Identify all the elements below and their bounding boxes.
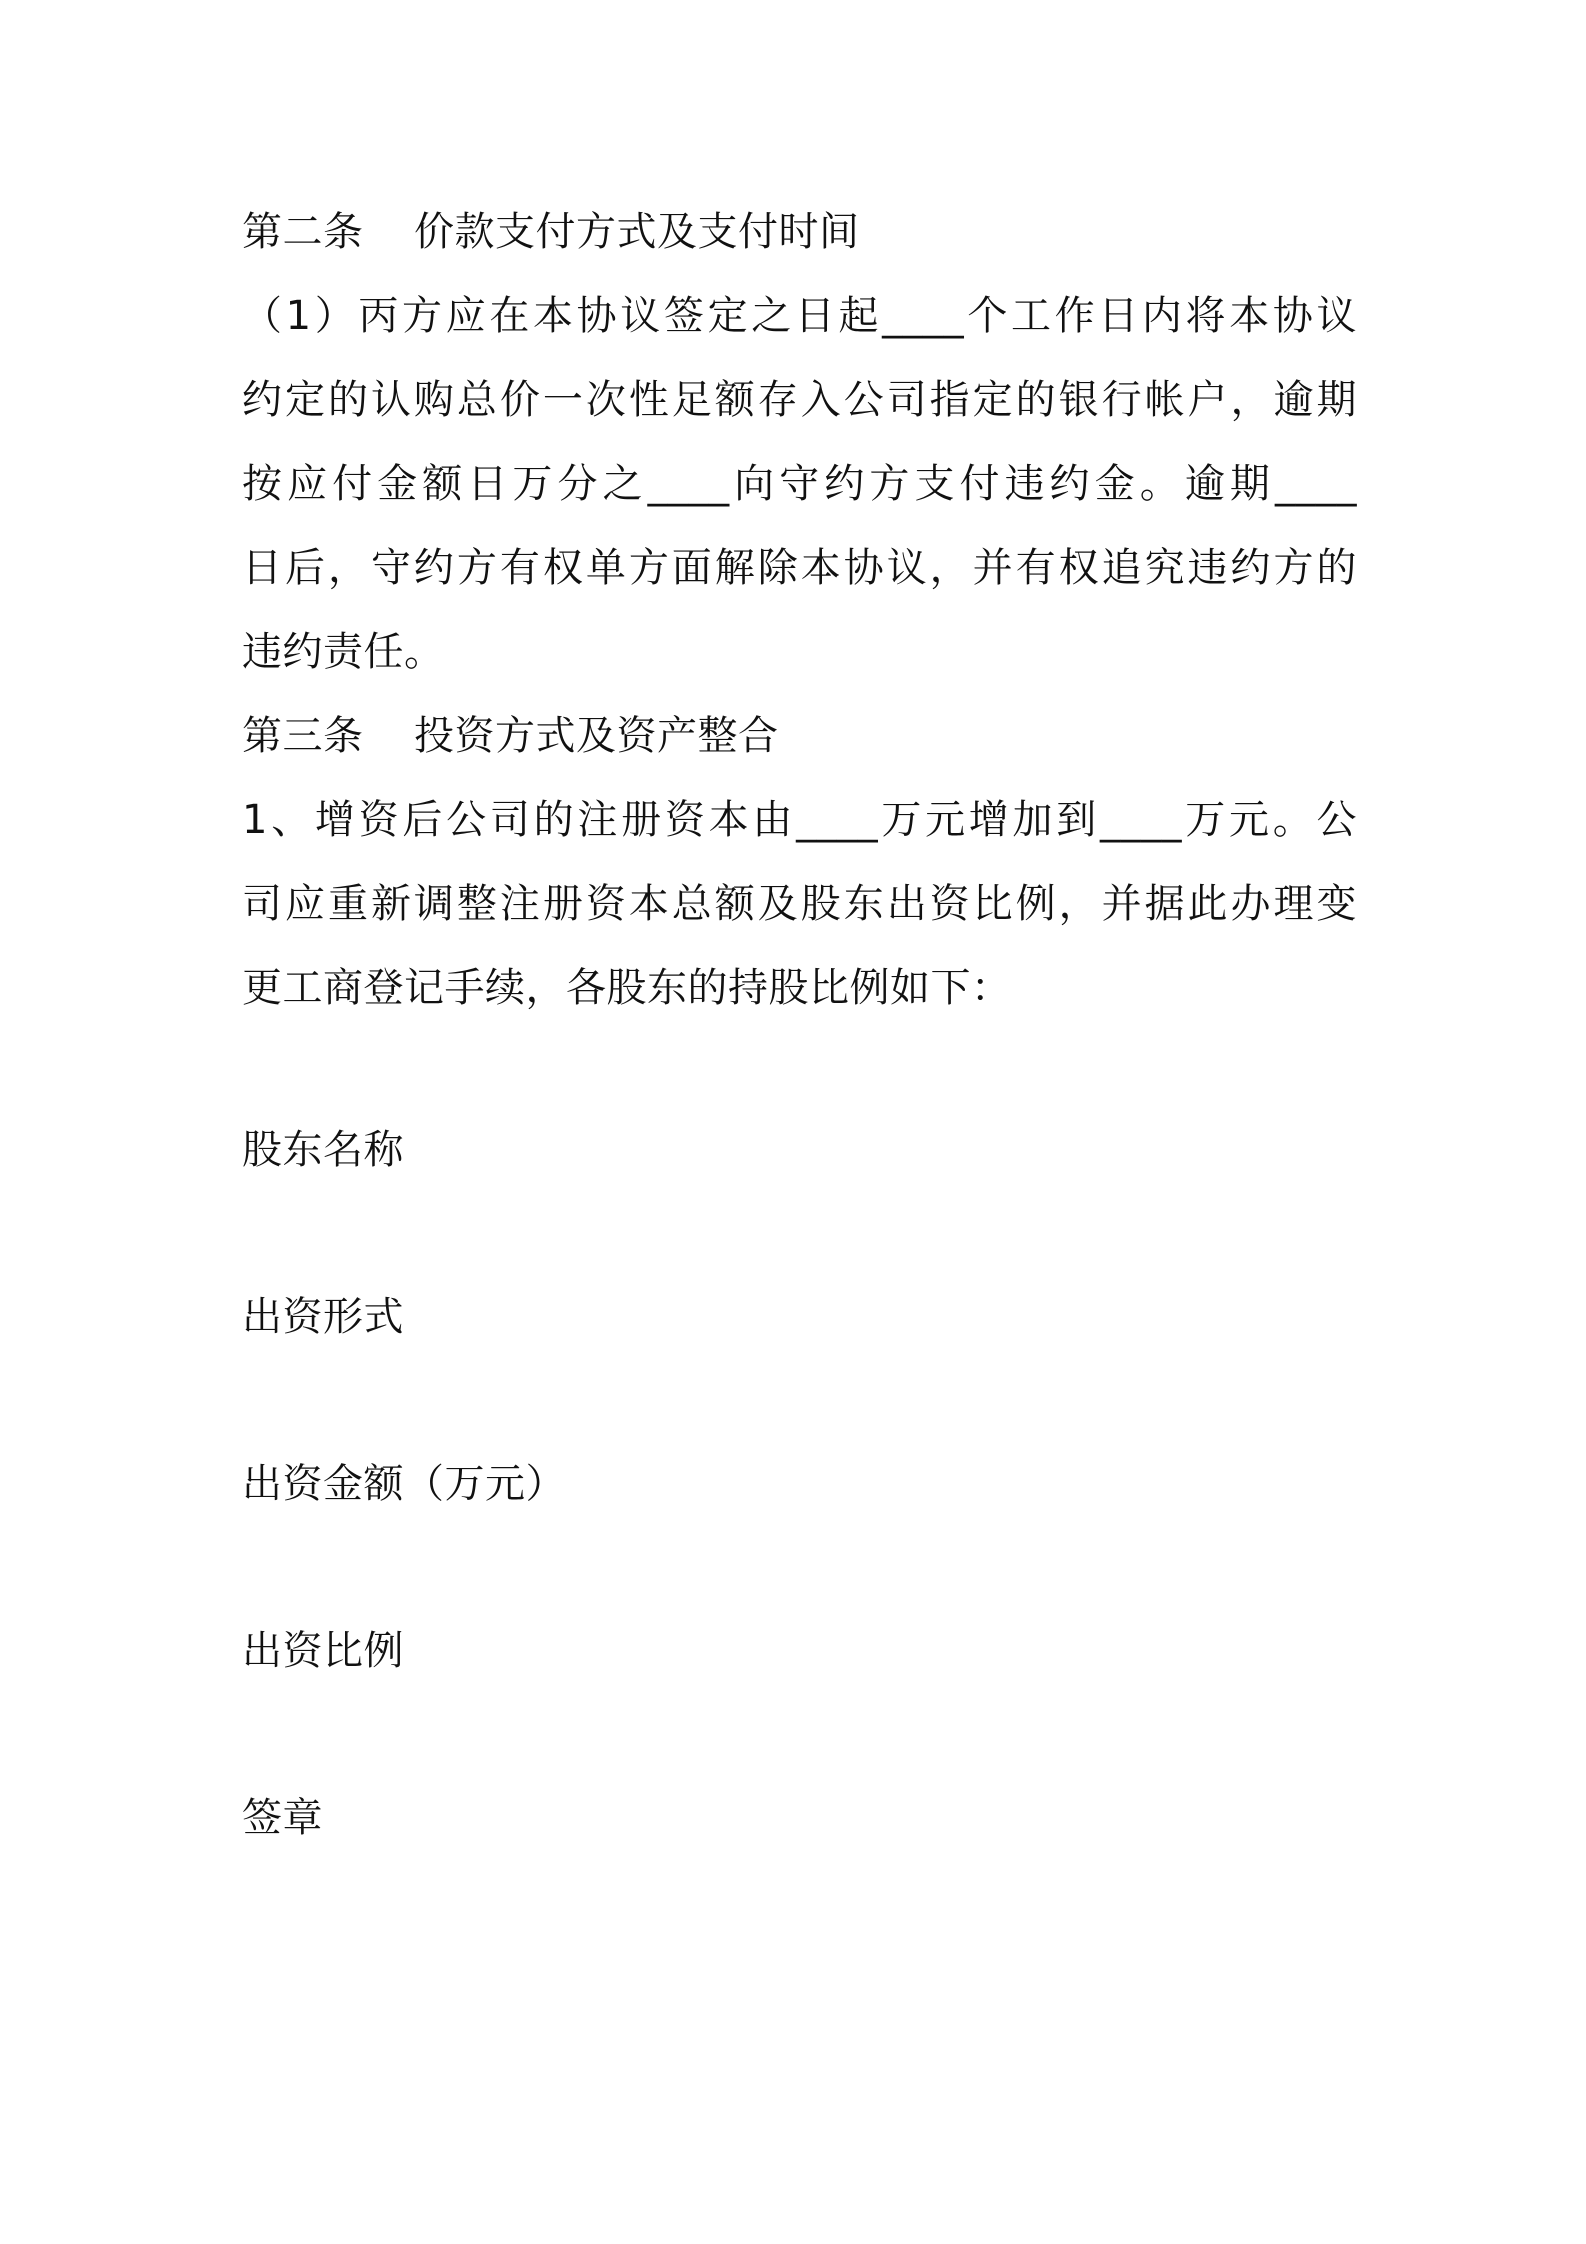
article-2-title: 价款支付方式及支付时间 (414, 209, 860, 255)
article-3-title: 投资方式及资产整合 (414, 713, 779, 759)
article-2-clause-1-line-4: 日后，守约方有权单方面解除本协议，并有权追究违约方的 (242, 545, 1357, 591)
article-2-clause-1-line-5: 违约责任。 (242, 629, 445, 675)
contribution-ratio-label: 出资比例 (242, 1628, 404, 1674)
article-3-clause-1-line-3: 更工商登记手续，各股东的持股比例如下： (242, 965, 1012, 1011)
article-2-clause-1-line-1: （1）丙方应在本协议签定之日起____个工作日内将本协议 (242, 293, 1357, 339)
article-2-number: 第二条 (242, 209, 364, 255)
article-2-clause-1-line-2: 约定的认购总价一次性足额存入公司指定的银行帐户，逾期 (242, 377, 1357, 423)
article-3-number: 第三条 (242, 713, 364, 759)
contribution-amount-label: 出资金额（万元） (242, 1461, 566, 1507)
article-2-heading (242, 190, 1357, 274)
article-3-clause-1-line-1: 1、增资后公司的注册资本由____万元增加到____万元。公 (242, 797, 1357, 843)
article-3-heading (242, 694, 1357, 778)
signature-label: 签章 (242, 1795, 323, 1841)
shareholder-name-label: 股东名称 (242, 1127, 404, 1173)
contribution-form-label: 出资形式 (242, 1294, 404, 1340)
article-2-clause-1-line-3: 按应付金额日万分之____向守约方支付违约金。逾期____ (242, 461, 1357, 507)
document-body (242, 190, 1357, 1030)
article-3-clause-1-line-2: 司应重新调整注册资本总额及股东出资比例，并据此办理变 (242, 881, 1357, 927)
